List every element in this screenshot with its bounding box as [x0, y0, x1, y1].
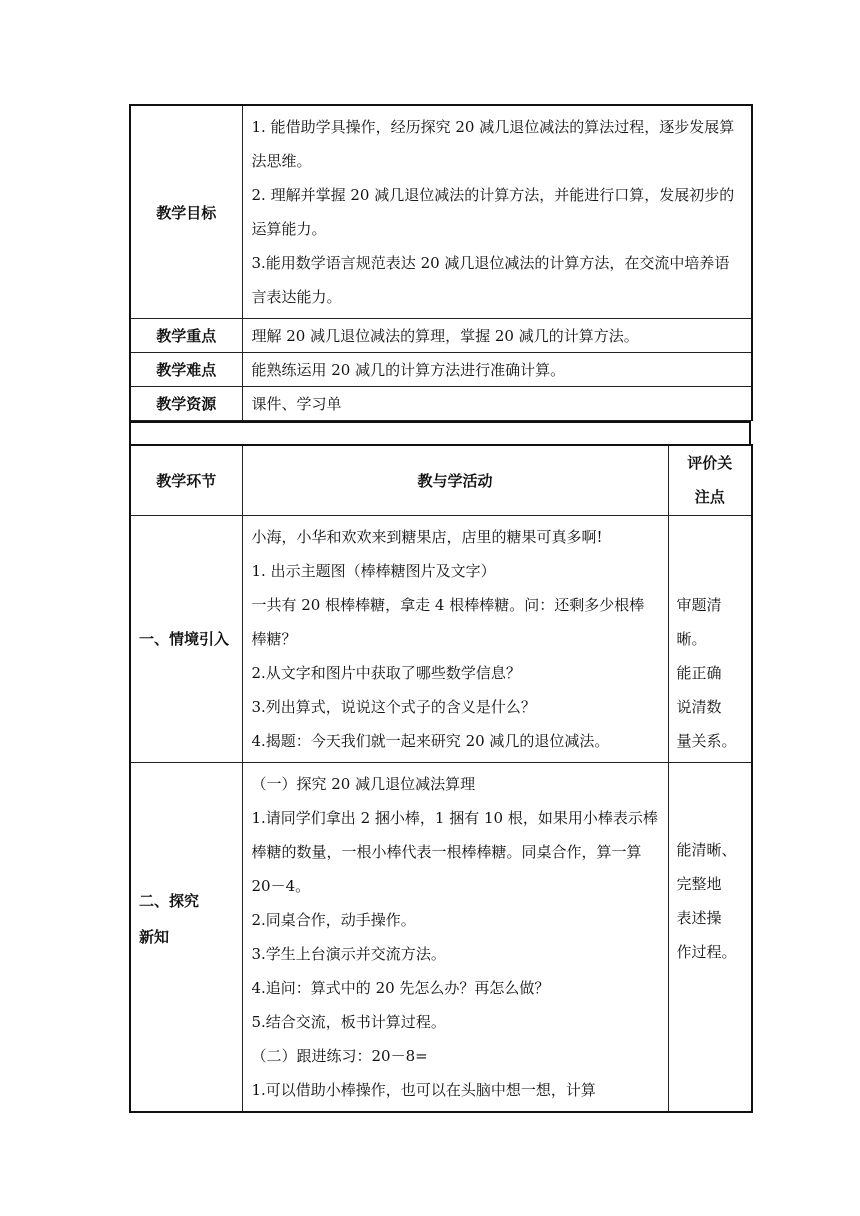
eval-header-line: 评价关 — [687, 454, 733, 473]
eval-line: 表述操 — [676, 908, 722, 927]
difficulty-label: 教学难点 — [130, 353, 242, 387]
activity-line: 4.揭题：今天我们就一起来研究 20 减几的退位减法。 — [251, 731, 610, 750]
table-gap — [129, 421, 751, 444]
activity-line: 5.结合交流，板书计算过程。 — [251, 1012, 446, 1031]
key-point-row — [130, 319, 752, 353]
stage-header: 教学环节 — [130, 445, 242, 515]
objective-item: 3.能用数学语言规范表达 20 减几退位减法的计算方法，在交流中培养语言表达能力。 — [251, 254, 730, 306]
resources-label: 教学资源 — [130, 387, 242, 421]
activity-line: 2.同桌合作，动手操作。 — [251, 910, 416, 929]
lesson-info-table — [129, 104, 753, 421]
eval-line: 完整地 — [676, 874, 722, 893]
key-point-text: 理解 20 减几退位减法的算理，掌握 20 减几的计算方法。 — [242, 319, 752, 353]
difficulty-text: 能熟练运用 20 减几的计算方法进行准确计算。 — [242, 353, 752, 387]
eval-line: 能清晰、 — [676, 840, 737, 859]
objectives-content — [242, 105, 752, 319]
activity-line: 3.学生上台演示并交流方法。 — [251, 944, 446, 963]
process-header-row — [130, 445, 752, 515]
stage1-row — [130, 515, 752, 762]
resources-text: 课件、学习单 — [242, 387, 752, 421]
activity-line: 1.可以借助小棒操作，也可以在头脑中想一想，计算 — [251, 1080, 596, 1099]
difficulty-row — [130, 353, 752, 387]
eval-line: 晰。 — [676, 629, 707, 648]
stage2-name — [130, 762, 242, 1112]
objective-item: 2. 理解并掌握 20 减几退位减法的计算方法，并能进行口算，发展初步的运算能力。 — [251, 186, 735, 238]
key-point-label: 教学重点 — [130, 319, 242, 353]
eval-line: 说清数 — [676, 697, 722, 716]
activity-line: 小海，小华和欢欢来到糖果店，店里的糖果可真多啊! — [251, 527, 603, 546]
activity-line: （一）探究 20 减几退位减法算理 — [251, 774, 476, 793]
eval-header-line: 注点 — [694, 488, 725, 507]
resources-row — [130, 387, 752, 421]
activity-line: 4.追问：算式中的 20 先怎么办？再怎么做？ — [251, 978, 550, 997]
activity-header: 教与学活动 — [242, 445, 668, 515]
activity-line: （二）跟进练习：20－8= — [251, 1046, 428, 1065]
eval-header — [668, 445, 752, 515]
stage1-activity — [242, 515, 668, 762]
stage2-name-line: 二、探究 — [139, 891, 200, 910]
objective-item: 1. 能借助学具操作，经历探究 20 减几退位减法的算法过程，逐步发展算法思维。 — [251, 118, 735, 170]
objectives-row — [130, 105, 752, 319]
activity-line: 一共有 20 根棒棒糖，拿走 4 根棒棒糖。问：还剩多少根棒棒糖？ — [251, 595, 645, 648]
activity-line: 3.列出算式，说说这个式子的含义是什么？ — [251, 697, 536, 716]
eval-line: 作过程。 — [676, 942, 737, 961]
activity-line: 1.请同学们拿出 2 捆小棒，1 捆有 10 根，如果用小棒表示棒棒糖的数量，一根小棒代表一根棒棒糖。同桌合作，算一算 20－4。 — [251, 808, 658, 895]
eval-line: 能正确 — [676, 663, 722, 682]
stage1-eval — [668, 515, 752, 762]
stage1-name: 一、情境引入 — [130, 515, 242, 762]
activity-line: 2.从文字和图片中获取了哪些数学信息？ — [251, 663, 521, 682]
teaching-process-table — [129, 444, 753, 1113]
objectives-label: 教学目标 — [130, 105, 242, 319]
eval-line: 审题清 — [676, 595, 722, 614]
stage2-eval — [668, 762, 752, 1112]
stage2-activity — [242, 762, 668, 1112]
stage2-name-line: 新知 — [139, 927, 170, 946]
activity-line: 1. 出示主题图（棒棒糖图片及文字） — [251, 561, 496, 580]
eval-line: 量关系。 — [676, 731, 737, 750]
stage2-row — [130, 762, 752, 1112]
lesson-plan — [129, 104, 751, 1113]
